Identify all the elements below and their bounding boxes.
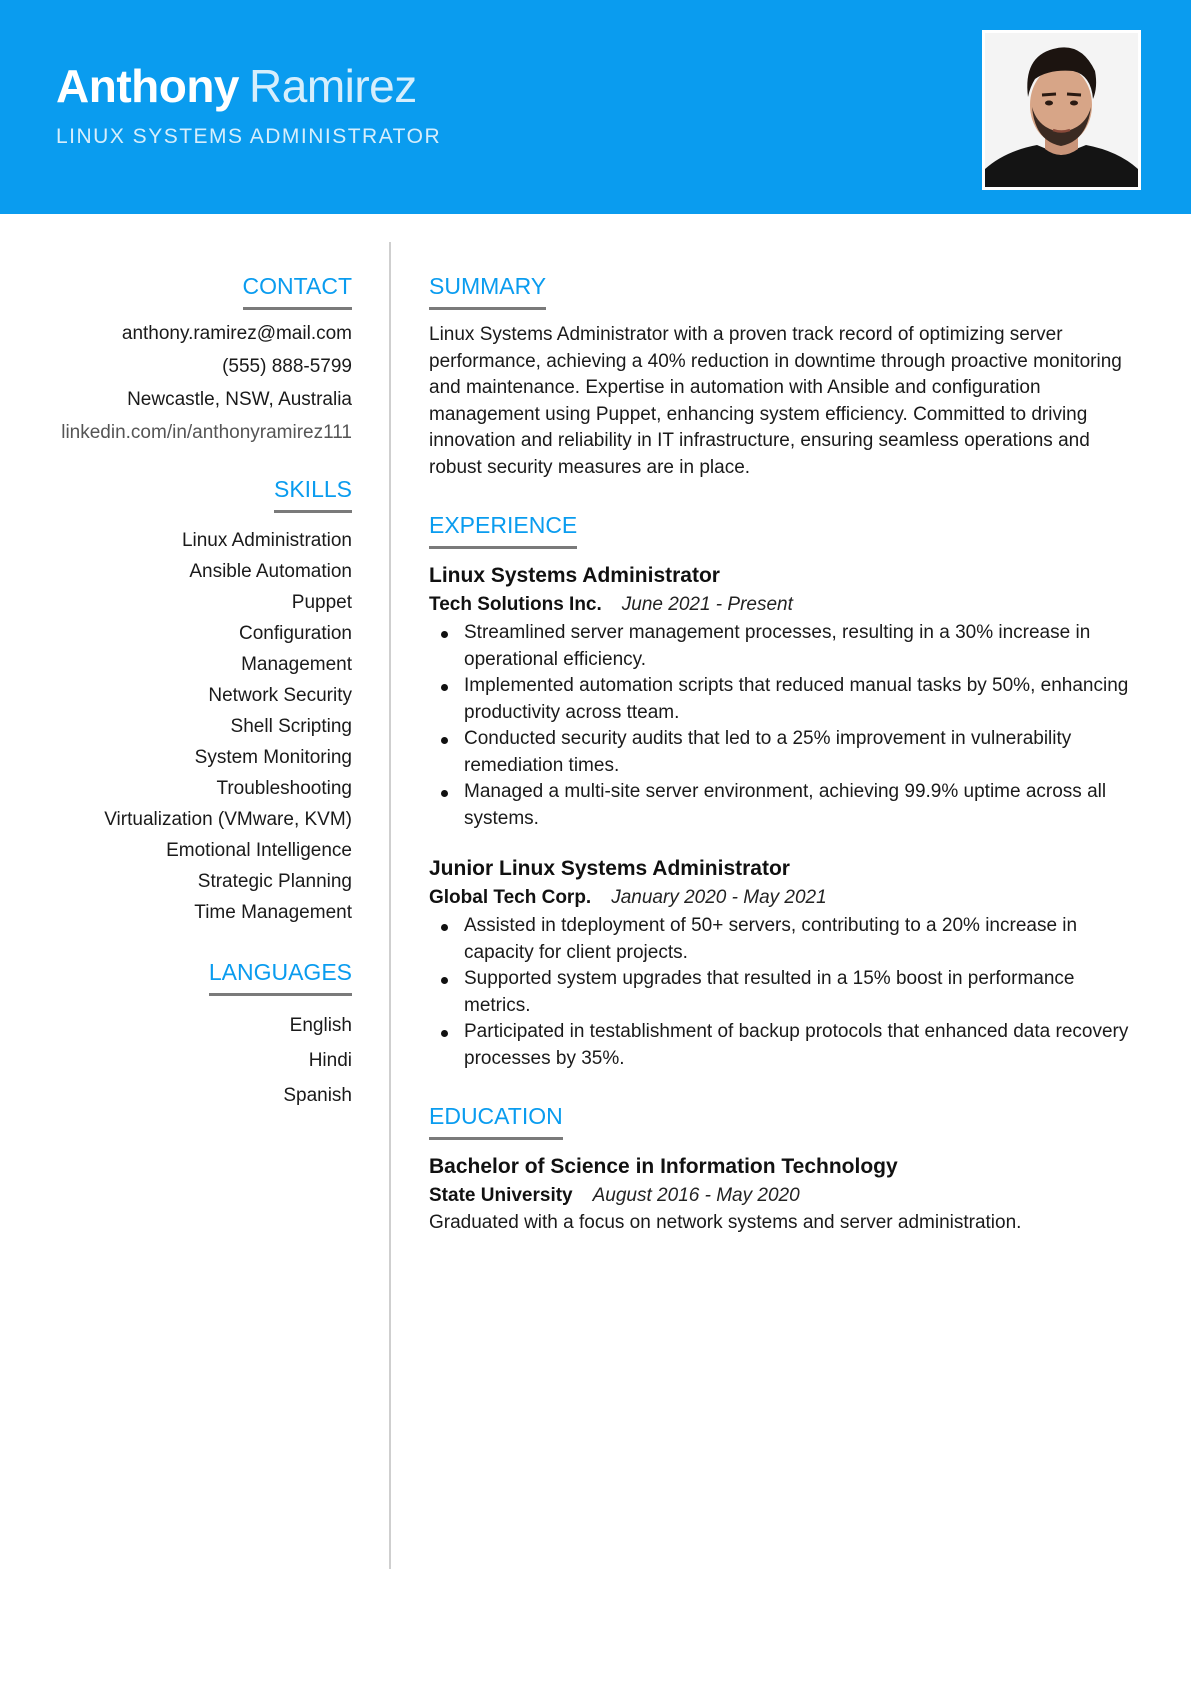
job-meta — [429, 591, 1139, 619]
skill-item: Virtualization (VMware, KVM) — [104, 809, 352, 830]
job-bullet: Conducted security audits that led to a 25% improvement in vulnerability remediation times. — [429, 726, 1139, 779]
education-meta — [429, 1182, 1139, 1210]
skill-item: Shell Scripting — [230, 716, 352, 737]
first-name: Anthony — [56, 60, 240, 112]
company-name: Tech Solutions Inc. — [429, 594, 602, 615]
job-dates: June 2021 - Present — [621, 594, 793, 615]
skill-item: Time Management — [194, 902, 352, 923]
profile-photo-frame — [982, 30, 1141, 190]
job-meta — [429, 884, 1139, 912]
skill-item: System Monitoring — [194, 747, 352, 768]
contact-location: Newcastle, NSW, Australia — [127, 389, 352, 410]
contact-email[interactable]: anthony.ramirez@mail.com — [121, 323, 352, 344]
job-bullets — [429, 620, 1139, 832]
education-dates: August 2016 - May 2020 — [592, 1185, 800, 1206]
skill-item: Linux Administration — [181, 530, 352, 551]
skill-item: Ansible Automation — [189, 561, 352, 582]
school-name: State University — [429, 1185, 573, 1206]
education-section — [429, 1098, 1139, 1236]
contact-heading: CONTACT — [243, 268, 352, 310]
summary-heading: SUMMARY — [429, 268, 546, 310]
contact-phone[interactable]: (555) 888-5799 — [222, 356, 352, 377]
job-bullet: Implemented automation scripts that reduced manual tasks by 50%, enhancing productivity across tteam. — [429, 673, 1139, 726]
skill-item: Emotional Intelligence — [166, 840, 352, 861]
job-title: LINUX SYSTEMS ADMINISTRATOR — [56, 125, 442, 148]
job-bullets — [429, 913, 1139, 1072]
job-bullet: Managed a multi-site server environment, achieving 99.9% uptime across all systems. — [429, 779, 1139, 832]
company-name: Global Tech Corp. — [429, 887, 592, 908]
summary-section — [429, 268, 1139, 481]
education-description: Graduated with a focus on network systems and server administration. — [429, 1212, 1022, 1233]
languages-heading: LANGUAGES — [209, 954, 352, 996]
language-item: Hindi — [308, 1050, 352, 1071]
main-content — [429, 268, 1139, 1236]
degree-title: Bachelor of Science in Information Technology — [429, 1155, 898, 1178]
job-bullet: Supported system upgrades that resulted in a 15% boost in performance metrics. — [429, 966, 1139, 1019]
languages-section — [40, 954, 352, 1113]
skill-item: Puppet Configuration Management — [238, 592, 352, 675]
skills-section — [40, 471, 352, 928]
resume-header — [0, 0, 1191, 214]
job-entry — [429, 561, 1139, 832]
education-heading: EDUCATION — [429, 1098, 563, 1140]
sidebar — [40, 268, 352, 1139]
last-name: Ramirez — [249, 60, 417, 112]
job-bullet: Participated in testablishment of backup protocols that enhanced data recovery processes by 35%. — [429, 1019, 1139, 1072]
job-bullet: Assisted in tdeployment of 50+ servers, contributing to a 20% increase in capacity for client projects. — [429, 913, 1139, 966]
job-entry — [429, 854, 1139, 1072]
summary-text: Linux Systems Administrator with a proven track record of optimizing server performance, achieving a 40% reduction in downtime through proactive monitoring and maintenance. Expertise in automation with Ansible and configuration management using Puppet, enhancing system efficiency. Committed to driving innovation and reliability in IT infrastructure, ensuring seamless operations and robust security measures are in place. — [429, 324, 1122, 478]
language-item: English — [289, 1015, 352, 1036]
language-item: Spanish — [283, 1085, 352, 1106]
skill-item: Network Security — [208, 685, 352, 706]
candidate-name — [56, 56, 417, 116]
skill-item: Strategic Planning — [197, 871, 352, 892]
contact-linkedin[interactable]: linkedin.com/in/anthonyramirez111 — [61, 422, 352, 443]
job-role: Linux Systems Administrator — [429, 564, 720, 587]
job-bullet: Streamlined server management processes, resulting in a 30% increase in operational efficiency. — [429, 620, 1139, 673]
job-dates: January 2020 - May 2021 — [611, 887, 827, 908]
experience-heading: EXPERIENCE — [429, 507, 577, 549]
contact-section — [40, 268, 352, 445]
column-divider — [389, 242, 391, 1569]
experience-section — [429, 507, 1139, 1072]
job-role: Junior Linux Systems Administrator — [429, 857, 790, 880]
skill-item: Troubleshooting — [216, 778, 352, 799]
profile-photo — [985, 33, 1138, 187]
skills-heading: SKILLS — [274, 471, 352, 513]
